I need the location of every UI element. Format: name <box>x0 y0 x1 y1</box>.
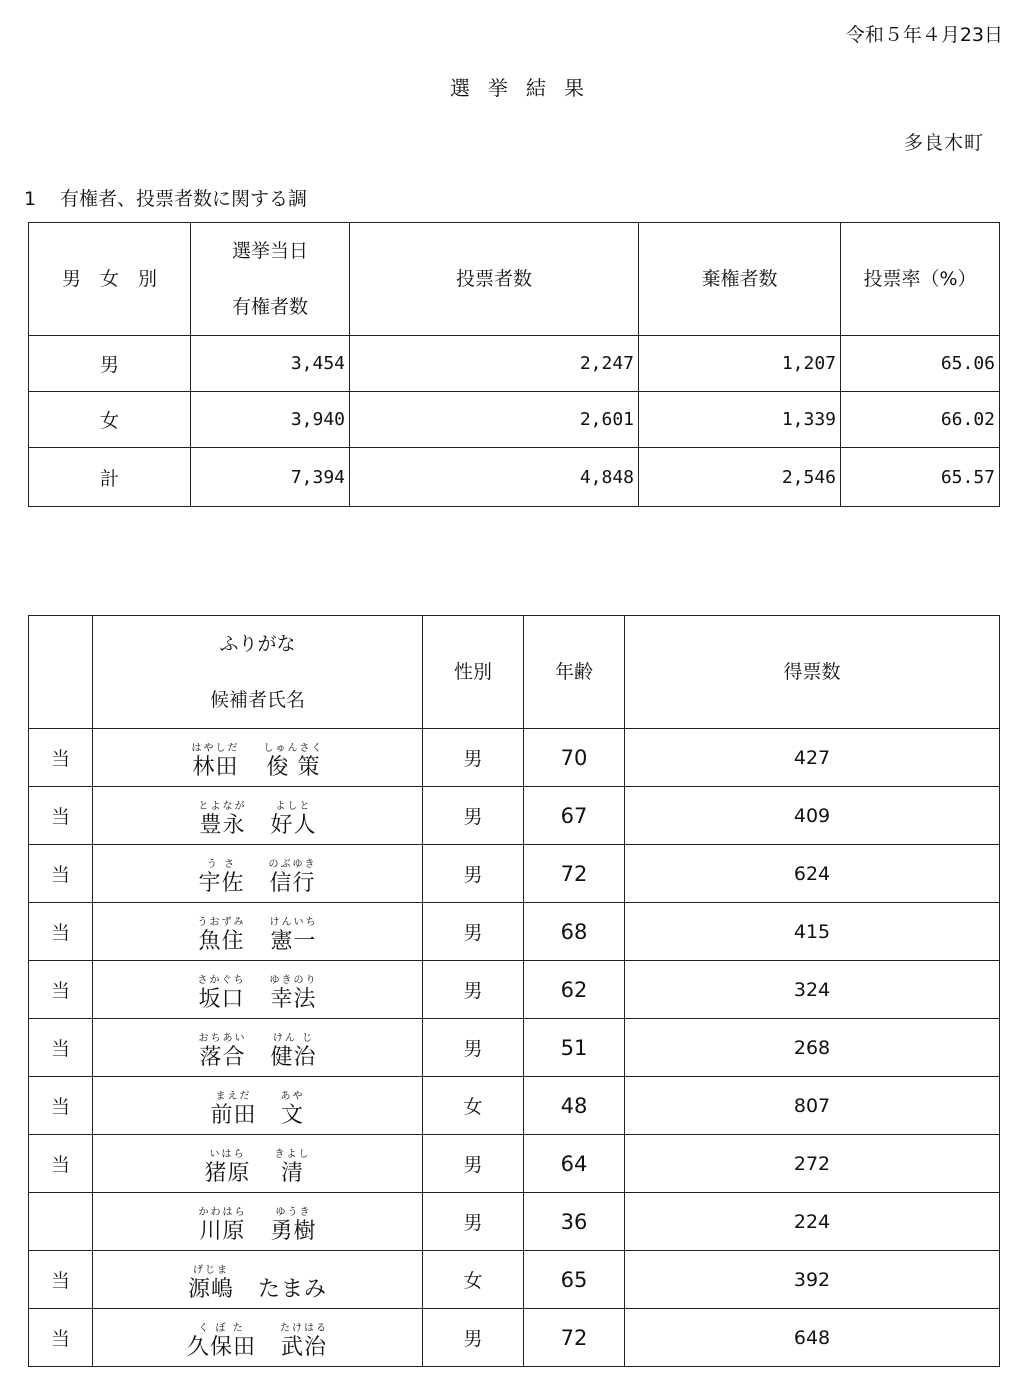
family-kanji: 落合 <box>199 1045 246 1070</box>
abstainer-count: 1,339 <box>639 392 841 448</box>
elected-mark: 当 <box>29 845 93 903</box>
given-furigana: ゆうき <box>275 1207 312 1218</box>
header-furigana: ふりがな <box>219 633 296 655</box>
candidate-age: 68 <box>524 903 625 961</box>
candidate-age: 48 <box>524 1077 625 1135</box>
candidate-row <box>29 1309 1000 1367</box>
candidate-name <box>93 903 423 961</box>
family-name <box>204 1149 250 1187</box>
elected-mark: 当 <box>29 903 93 961</box>
family-furigana: おちあい <box>198 1033 247 1044</box>
given-kanji: 好人 <box>270 813 317 838</box>
elected-mark: 当 <box>29 729 93 787</box>
elected-mark <box>29 1193 93 1251</box>
candidate-row <box>29 1077 1000 1135</box>
family-kanji: 源嶋 <box>187 1277 234 1302</box>
elected-mark: 当 <box>29 961 93 1019</box>
header-votes: 得票数 <box>625 616 1000 729</box>
given-name <box>264 743 324 781</box>
turnout-row-female <box>29 392 1000 448</box>
family-furigana: かわはら <box>198 1207 247 1218</box>
given-name <box>275 1149 311 1187</box>
given-kanji: 幸法 <box>270 987 317 1012</box>
section-title: 有権者、投票者数に関する調 <box>60 188 308 210</box>
given-name <box>270 801 316 839</box>
family-furigana: まえだ <box>215 1091 252 1102</box>
candidate-name <box>93 845 423 903</box>
given-kanji: 勇樹 <box>270 1219 317 1244</box>
family-kanji: 川原 <box>199 1219 246 1244</box>
eligible-count: 3,940 <box>191 392 350 448</box>
candidate-votes: 268 <box>625 1019 1000 1077</box>
candidates-body <box>29 729 1000 1367</box>
header-eligible-line1: 選挙当日 <box>231 240 308 262</box>
candidate-votes: 272 <box>625 1135 1000 1193</box>
given-kanji: 文 <box>280 1103 304 1128</box>
family-kanji: 林田 <box>192 755 239 780</box>
candidate-name <box>93 1019 423 1077</box>
candidate-gender: 女 <box>423 1077 524 1135</box>
given-furigana: けんいち <box>269 917 318 928</box>
candidate-age: 64 <box>524 1135 625 1193</box>
candidate-gender: 男 <box>423 903 524 961</box>
header-eligible-line2: 有権者数 <box>231 296 308 318</box>
given-name <box>270 917 318 955</box>
candidate-row <box>29 1251 1000 1309</box>
given-kanji: 俊 策 <box>266 755 321 780</box>
family-furigana: いはら <box>209 1149 246 1160</box>
candidate-name <box>93 1077 423 1135</box>
elected-mark: 当 <box>29 1077 93 1135</box>
voter-count: 2,601 <box>350 392 639 448</box>
given-kanji: 清 <box>280 1161 304 1186</box>
candidate-name <box>93 787 423 845</box>
given-furigana: けん じ <box>272 1033 315 1044</box>
given-furigana: ゆきのり <box>269 975 318 986</box>
family-name <box>198 975 246 1013</box>
given-kanji: 健治 <box>270 1045 317 1070</box>
candidate-votes: 427 <box>625 729 1000 787</box>
given-name <box>280 1323 328 1361</box>
town-name: 多良木町 <box>903 132 984 154</box>
turnout-row-male <box>29 336 1000 392</box>
candidate-row <box>29 903 1000 961</box>
family-kanji: 豊永 <box>199 813 246 838</box>
elected-mark: 当 <box>29 1019 93 1077</box>
turnout-rate: 65.06 <box>841 336 1000 392</box>
family-name <box>210 1091 256 1129</box>
candidate-votes: 807 <box>625 1077 1000 1135</box>
given-kanji: たまみ <box>258 1277 328 1302</box>
given-name <box>270 1033 316 1071</box>
header-elected <box>29 616 93 729</box>
candidate-votes: 624 <box>625 845 1000 903</box>
header-rate: 投票率（%） <box>841 223 1000 336</box>
turnout-header-row <box>29 223 1000 336</box>
family-kanji: 魚住 <box>198 929 245 954</box>
family-furigana: げじま <box>192 1265 229 1276</box>
family-name <box>198 1207 246 1245</box>
given-kanji: 信行 <box>269 871 316 896</box>
candidate-votes: 415 <box>625 903 1000 961</box>
candidate-name <box>93 1251 423 1309</box>
turnout-rate: 66.02 <box>841 392 1000 448</box>
candidate-age: 36 <box>524 1193 625 1251</box>
candidate-age: 72 <box>524 1309 625 1367</box>
given-name <box>270 1207 316 1245</box>
given-furigana: よしと <box>275 801 312 812</box>
family-kanji: 坂口 <box>198 987 245 1012</box>
candidate-gender: 男 <box>423 1135 524 1193</box>
header-gender: 男 女 別 <box>29 223 191 336</box>
given-name <box>269 859 317 897</box>
candidates-header-row <box>29 616 1000 729</box>
abstainer-count: 1,207 <box>639 336 841 392</box>
candidate-gender: 男 <box>423 961 524 1019</box>
candidate-gender: 女 <box>423 1251 524 1309</box>
family-kanji: 猪原 <box>204 1161 251 1186</box>
candidate-row <box>29 1135 1000 1193</box>
candidate-row <box>29 1019 1000 1077</box>
family-kanji: 久保田 <box>186 1335 256 1360</box>
candidate-name <box>93 961 423 1019</box>
candidate-gender: 男 <box>423 845 524 903</box>
header-abstainers: 棄権者数 <box>639 223 841 336</box>
turnout-table <box>28 222 1000 507</box>
given-kanji: 憲一 <box>270 929 317 954</box>
given-name <box>270 975 318 1013</box>
candidate-gender: 男 <box>423 729 524 787</box>
candidate-gender: 男 <box>423 787 524 845</box>
family-name <box>198 859 244 897</box>
header-gender: 性別 <box>423 616 524 729</box>
candidate-name <box>93 1193 423 1251</box>
elected-mark: 当 <box>29 1135 93 1193</box>
candidate-name <box>93 729 423 787</box>
family-furigana: く ぼ た <box>198 1323 245 1334</box>
given-furigana: あや <box>280 1091 305 1102</box>
candidate-name <box>93 1309 423 1367</box>
header-age: 年齢 <box>524 616 625 729</box>
given-name <box>281 1091 305 1129</box>
candidate-gender: 男 <box>423 1309 524 1367</box>
eligible-count: 3,454 <box>191 336 350 392</box>
candidate-row <box>29 1193 1000 1251</box>
candidate-age: 51 <box>524 1019 625 1077</box>
header-eligible <box>191 223 350 336</box>
candidate-age: 70 <box>524 729 625 787</box>
family-name <box>198 917 246 955</box>
elected-mark: 当 <box>29 1309 93 1367</box>
family-furigana: とよなが <box>198 801 247 812</box>
given-kanji: 武治 <box>280 1335 327 1360</box>
abstainer-count: 2,546 <box>639 448 841 507</box>
section-number: 1 <box>24 188 37 210</box>
header-candidate-name: 候補者氏名 <box>209 689 305 711</box>
given-furigana: たけはる <box>280 1323 328 1334</box>
candidate-row <box>29 729 1000 787</box>
section-heading <box>24 184 307 211</box>
candidate-votes: 392 <box>625 1251 1000 1309</box>
given-name <box>258 1277 327 1303</box>
family-name <box>192 743 240 781</box>
candidate-age: 62 <box>524 961 625 1019</box>
turnout-row-total <box>29 448 1000 507</box>
eligible-count: 7,394 <box>191 448 350 507</box>
candidate-gender: 男 <box>423 1019 524 1077</box>
turnout-rate: 65.57 <box>841 448 1000 507</box>
candidate-votes: 409 <box>625 787 1000 845</box>
family-furigana: うおずみ <box>197 917 246 928</box>
candidate-row <box>29 845 1000 903</box>
candidate-votes: 648 <box>625 1309 1000 1367</box>
candidate-votes: 324 <box>625 961 1000 1019</box>
given-furigana: きよし <box>274 1149 311 1160</box>
elected-mark: 当 <box>29 1251 93 1309</box>
candidate-age: 67 <box>524 787 625 845</box>
family-name <box>198 1033 246 1071</box>
family-name <box>187 1323 256 1361</box>
voter-count: 2,247 <box>350 336 639 392</box>
candidate-gender: 男 <box>423 1193 524 1251</box>
family-furigana: さかぐち <box>197 975 246 986</box>
family-name <box>198 801 246 839</box>
candidate-row <box>29 961 1000 1019</box>
row-label: 男 <box>29 336 191 392</box>
family-furigana: う さ <box>206 859 237 870</box>
row-label: 計 <box>29 448 191 507</box>
page-title: 選挙結果 <box>450 76 602 100</box>
family-kanji: 宇佐 <box>198 871 245 896</box>
given-furigana: しゅんさく <box>263 743 324 754</box>
candidate-row <box>29 787 1000 845</box>
candidate-name <box>93 1135 423 1193</box>
candidate-age: 72 <box>524 845 625 903</box>
document-date: 令和５年４月23日 <box>845 24 1003 46</box>
candidate-votes: 224 <box>625 1193 1000 1251</box>
family-furigana: はやしだ <box>191 743 240 754</box>
family-name <box>188 1265 234 1303</box>
header-name <box>93 616 423 729</box>
candidate-age: 65 <box>524 1251 625 1309</box>
family-kanji: 前田 <box>210 1103 257 1128</box>
row-label: 女 <box>29 392 191 448</box>
voter-count: 4,848 <box>350 448 639 507</box>
candidates-table <box>28 615 1000 1367</box>
header-voters: 投票者数 <box>350 223 639 336</box>
elected-mark: 当 <box>29 787 93 845</box>
given-furigana: のぶゆき <box>268 859 317 870</box>
